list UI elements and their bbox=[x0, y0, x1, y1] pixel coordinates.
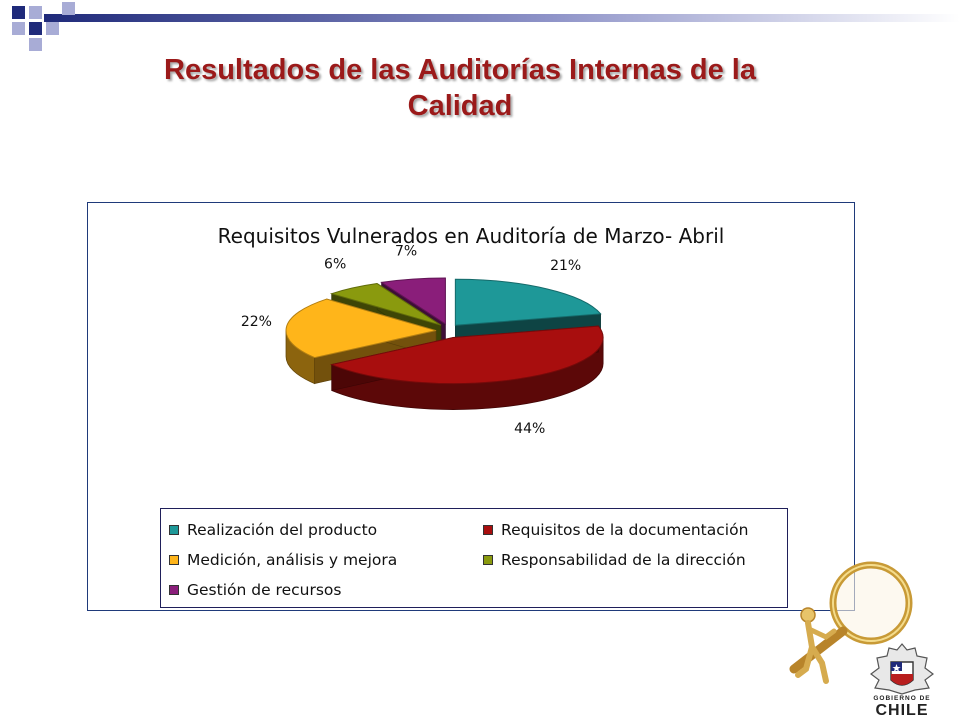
legend-label: Medición, análisis y mejora bbox=[187, 551, 398, 569]
legend-swatch bbox=[169, 525, 179, 535]
legend-item-medicion bbox=[169, 551, 397, 569]
pie-data-label: 22% bbox=[240, 314, 272, 331]
legend-swatch bbox=[483, 555, 493, 565]
pie-data-label: 21% bbox=[550, 258, 582, 275]
legend-swatch bbox=[169, 555, 179, 565]
logo-text-bottom: CHILE bbox=[875, 702, 929, 718]
pie-data-label: 7% bbox=[395, 243, 418, 260]
pie-group bbox=[286, 278, 603, 410]
legend-label: Realización del producto bbox=[187, 521, 378, 539]
legend-item-recursos bbox=[169, 581, 341, 599]
gobierno-de-chile-logo bbox=[855, 640, 950, 718]
legend-item-direccion bbox=[483, 551, 746, 569]
pie-data-label: 44% bbox=[514, 420, 546, 437]
logo-text-top: GOBIERNO DE bbox=[873, 695, 931, 702]
title-line-1: Resultados de las Auditorías Internas de la bbox=[164, 54, 756, 86]
chart-title: Requisitos Vulnerados en Auditoría de Marzo- Abril bbox=[217, 224, 725, 248]
legend-swatch bbox=[169, 585, 179, 595]
pie-data-label: 6% bbox=[324, 256, 347, 273]
title-line-2: Calidad bbox=[407, 90, 513, 122]
chart-legend bbox=[160, 508, 788, 608]
header-decoration bbox=[0, 0, 960, 60]
chart-frame bbox=[87, 202, 855, 611]
legend-item-documentacion bbox=[483, 521, 748, 539]
legend-item-realizacion bbox=[169, 521, 377, 539]
legend-label: Responsabilidad de la dirección bbox=[501, 551, 746, 569]
legend-label: Gestión de recursos bbox=[187, 581, 342, 599]
legend-label: Requisitos de la documentación bbox=[501, 521, 749, 539]
page-title bbox=[60, 52, 860, 124]
legend-swatch bbox=[483, 525, 493, 535]
